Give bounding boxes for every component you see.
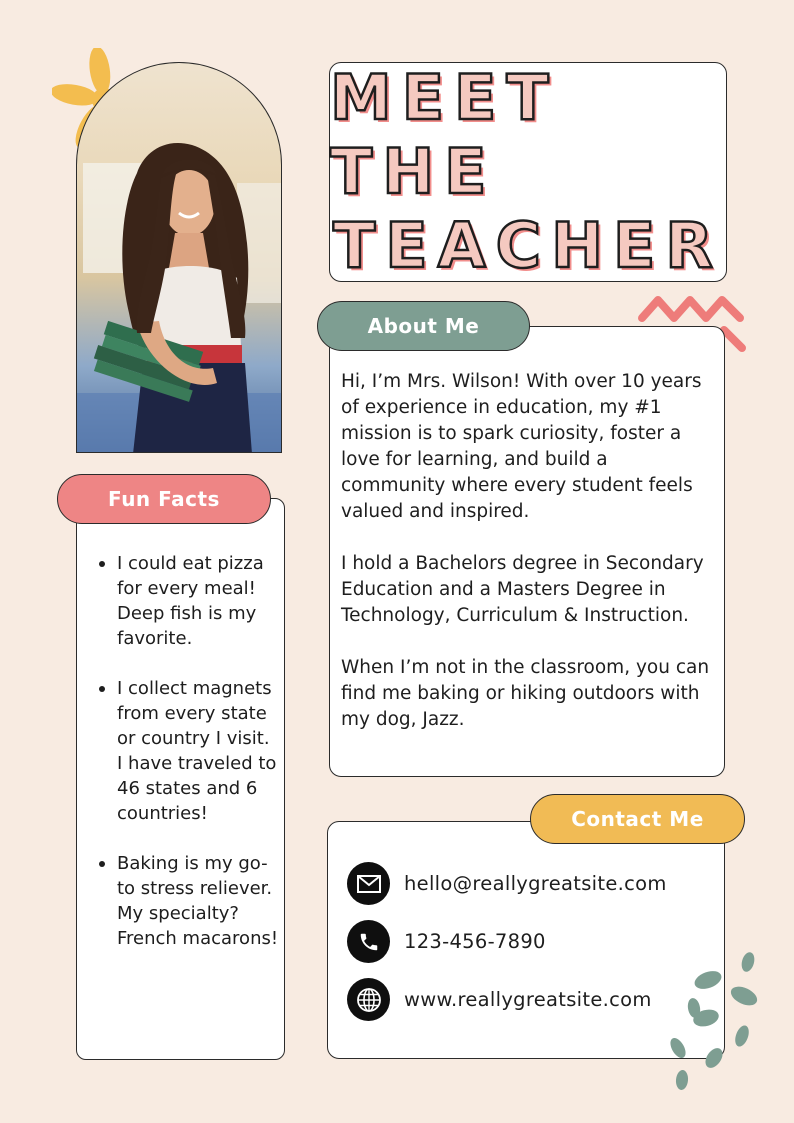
fun-facts-heading: Fun Facts <box>57 474 271 524</box>
about-paragraph: I hold a Bachelors degree in Secondary Education and a Masters Degree in Technology, Curriculum & Instruction. <box>341 553 704 626</box>
title-line-1: MEET THE <box>330 61 559 208</box>
about-paragraph: Hi, I’m Mrs. Wilson! With over 10 years of experience in education, my #1 mission is to spark curiosity, foster a love for learning, and build a community where every student feels valued and inspired. <box>341 371 702 522</box>
title-card <box>329 62 727 282</box>
title-line-2: TEACHER <box>332 209 724 282</box>
phone-icon <box>347 920 390 963</box>
about-paragraph: When I’m not in the classroom, you can find me baking or hiking outdoors with my dog, Jazz. <box>341 657 710 730</box>
teacher-photo <box>76 62 282 453</box>
globe-icon <box>347 978 390 1021</box>
contact-website[interactable]: www.reallygreatsite.com <box>404 988 652 1011</box>
envelope-icon <box>347 862 390 905</box>
list-item: I could eat pizza for every meal! Deep fish is my favorite. <box>97 551 280 651</box>
about-me-heading: About Me <box>317 301 530 351</box>
contact-email[interactable]: hello@reallygreatsite.com <box>404 872 667 895</box>
list-item: I collect magnets from every state or country I visit. I have traveled to 46 states and 6 countries! <box>97 676 280 826</box>
contact-me-heading: Contact Me <box>530 794 745 844</box>
contact-phone[interactable]: 123-456-7890 <box>404 930 546 953</box>
fun-facts-card <box>76 498 285 1060</box>
contact-phone-row[interactable] <box>347 920 546 963</box>
fun-facts-list <box>97 551 280 951</box>
about-me-card <box>329 326 725 777</box>
spots-doodle-icon <box>664 948 764 1102</box>
list-item: Baking is my go-to stress reliever. My specialty? French macarons! <box>97 851 280 951</box>
contact-website-row[interactable] <box>347 978 652 1021</box>
contact-email-row[interactable] <box>347 862 667 905</box>
